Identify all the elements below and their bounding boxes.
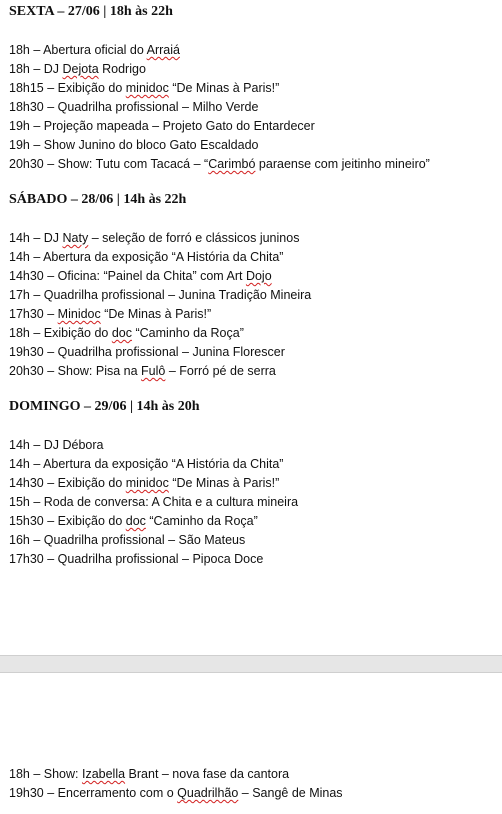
schedule-item: 14h30 – Exibição do minidoc “De Minas à Paris!” xyxy=(9,476,280,490)
spellcheck-flag: Carimbó xyxy=(208,157,256,171)
schedule-item: 19h30 – Quadrilha profissional – Junina Florescer xyxy=(9,345,285,359)
schedule-section-sexta xyxy=(9,3,498,174)
spellcheck-flag: Dejota xyxy=(62,62,99,76)
schedule-item: 17h – Quadrilha profissional – Junina Tradição Mineira xyxy=(9,288,312,302)
spellcheck-flag: Quadrilhão xyxy=(177,786,239,800)
schedule-item: 14h – Abertura da exposição “A História da Chita” xyxy=(9,250,284,264)
schedule-item: 18h – Show: Izabella Brant – nova fase da cantora xyxy=(9,767,290,781)
schedule-item: 15h – Roda de conversa: A Chita e a cultura mineira xyxy=(9,495,299,509)
schedule-list xyxy=(9,41,498,174)
spellcheck-flag: Minidoc xyxy=(57,307,101,321)
schedule-item: 18h30 – Quadrilha profissional – Milho Verde xyxy=(9,100,259,114)
schedule-item: 18h – Exibição do doc “Caminho da Roça” xyxy=(9,326,244,340)
schedule-item: 17h30 – Minidoc “De Minas à Paris!” xyxy=(9,307,212,321)
schedule-section-sabado xyxy=(9,191,498,381)
spellcheck-flag: Fulô xyxy=(141,364,166,378)
schedule-item: 14h – Abertura da exposição “A História da Chita” xyxy=(9,457,284,471)
schedule-item: 17h30 – Quadrilha profissional – Pipoca Doce xyxy=(9,552,264,566)
schedule-list xyxy=(9,436,498,569)
schedule-item: 14h – DJ Naty – seleção de forró e clássicos juninos xyxy=(9,231,300,245)
schedule-item: 19h30 – Encerramento com o Quadrilhão – Sangê de Minas xyxy=(9,786,343,800)
schedule-item: 18h15 – Exibição do minidoc “De Minas à Paris!” xyxy=(9,81,280,95)
spellcheck-flag: Naty xyxy=(62,231,89,245)
schedule-list xyxy=(9,229,498,381)
spellcheck-flag: minidoc xyxy=(125,476,169,490)
schedule-item: 20h30 – Show: Tutu com Tacacá – “Carimbó paraense com jeitinho mineiro” xyxy=(9,157,430,171)
schedule-item: 14h – DJ Débora xyxy=(9,438,104,452)
schedule-item: 20h30 – Show: Pisa na Fulô – Forró pé de serra xyxy=(9,364,276,378)
spellcheck-flag: Izabella xyxy=(81,767,126,781)
schedule-item: 19h – Projeção mapeada – Projeto Gato do Entardecer xyxy=(9,119,315,133)
schedule-item: 15h30 – Exibição do doc “Caminho da Roça” xyxy=(9,514,258,528)
section-heading: SÁBADO – 28/06 | 14h às 22h xyxy=(9,192,187,207)
section-heading: SEXTA – 27/06 | 18h às 22h xyxy=(9,4,173,19)
spellcheck-flag: Dojo xyxy=(245,269,272,283)
schedule-item: 18h – DJ Dejota Rodrigo xyxy=(9,62,146,76)
spellcheck-flag: doc xyxy=(125,514,146,528)
spellcheck-flag: Arraiá xyxy=(146,43,180,57)
schedule-item: 18h – Abertura oficial do Arraiá xyxy=(9,43,180,57)
page-break xyxy=(0,655,502,673)
schedule-item: 19h – Show Junino do bloco Gato Escaldado xyxy=(9,138,259,152)
schedule-section-domingo xyxy=(9,398,498,569)
spellcheck-flag: doc xyxy=(111,326,133,340)
spellcheck-flag: minidoc xyxy=(125,81,169,95)
schedule-continuation xyxy=(9,765,498,803)
section-heading: DOMINGO – 29/06 | 14h às 20h xyxy=(9,399,200,414)
schedule-item: 16h – Quadrilha profissional – São Mateus xyxy=(9,533,246,547)
schedule-item: 14h30 – Oficina: “Painel da Chita” com Art Dojo xyxy=(9,269,272,283)
document-page-2 xyxy=(0,673,502,814)
